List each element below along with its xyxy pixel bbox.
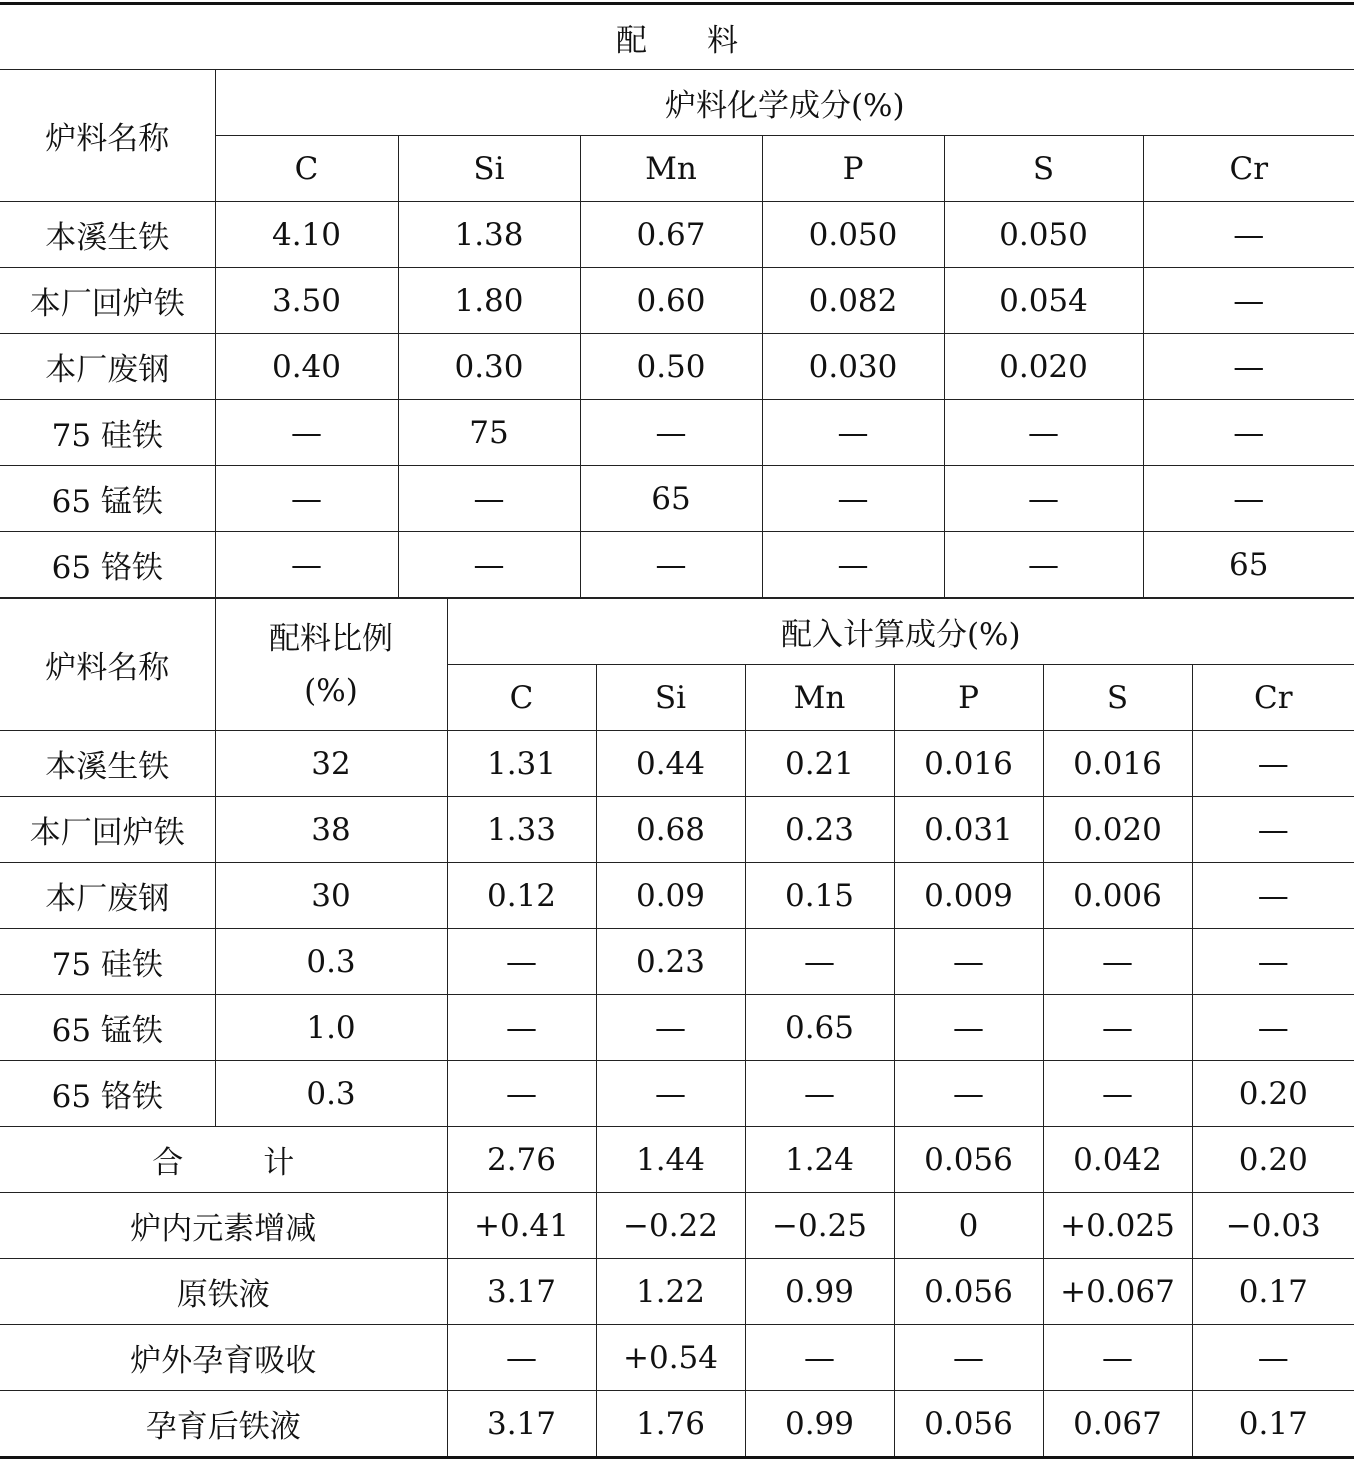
- value-cell-s: 0.054: [944, 268, 1143, 334]
- value-cell-s: +0.025: [1043, 1193, 1192, 1259]
- value-cell-cr: —: [1192, 731, 1354, 797]
- value-cell-cr: —: [1192, 797, 1354, 863]
- value-cell-cr: —: [1143, 268, 1354, 334]
- calc-composition-header: 配入计算成分(%): [447, 599, 1354, 665]
- summary-label-cell: 合计: [0, 1127, 447, 1193]
- charge-name-cell: 65 锰铁: [0, 995, 215, 1061]
- value-cell-mn: —: [580, 400, 762, 466]
- value-cell-cr: 0.20: [1192, 1127, 1354, 1193]
- value-cell-si: +0.54: [596, 1325, 745, 1391]
- value-cell-p: 0.050: [762, 202, 944, 268]
- ratio-header-line2: (%): [304, 672, 358, 709]
- value-cell-s: 0.042: [1043, 1127, 1192, 1193]
- value-cell-mn: 0.50: [580, 334, 762, 400]
- value-cell-si: 0.44: [596, 731, 745, 797]
- summary-label-cell: 孕育后铁液: [0, 1391, 447, 1458]
- table-row: [0, 995, 1354, 1061]
- ratio-cell: 32: [215, 731, 447, 797]
- value-cell-p: 0.009: [894, 863, 1043, 929]
- value-cell-s: —: [1043, 1061, 1192, 1127]
- element-header-cr: Cr: [1192, 665, 1354, 731]
- value-cell-p: —: [894, 929, 1043, 995]
- value-cell-c: 4.10: [215, 202, 398, 268]
- value-cell-cr: —: [1143, 334, 1354, 400]
- value-cell-c: 2.76: [447, 1127, 596, 1193]
- element-header-mn: Mn: [580, 136, 762, 202]
- value-cell-cr: —: [1192, 863, 1354, 929]
- element-header-s: S: [944, 136, 1143, 202]
- ratio-header: [215, 599, 447, 731]
- value-cell-mn: —: [745, 1325, 894, 1391]
- table-row: [0, 334, 1354, 400]
- value-cell-c: 0.12: [447, 863, 596, 929]
- element-header-mn: Mn: [745, 665, 894, 731]
- value-cell-si: 0.09: [596, 863, 745, 929]
- value-cell-si: 1.22: [596, 1259, 745, 1325]
- value-cell-c: —: [215, 400, 398, 466]
- charge-name-cell: 65 锰铁: [0, 466, 215, 532]
- charge-name-cell: 75 硅铁: [0, 400, 215, 466]
- value-cell-si: —: [398, 466, 580, 532]
- charge-composition-table: [0, 2, 1354, 598]
- ratio-header-line1: 配料比例: [269, 620, 393, 657]
- value-cell-cr: —: [1143, 400, 1354, 466]
- charge-name-cell: 本溪生铁: [0, 202, 215, 268]
- element-header-p: P: [894, 665, 1043, 731]
- value-cell-s: 0.006: [1043, 863, 1192, 929]
- value-cell-c: —: [215, 466, 398, 532]
- ratio-cell: 0.3: [215, 1061, 447, 1127]
- value-cell-p: —: [762, 466, 944, 532]
- value-cell-s: —: [944, 466, 1143, 532]
- charge-calculation-table: [0, 598, 1354, 1459]
- value-cell-cr: —: [1143, 202, 1354, 268]
- value-cell-c: —: [447, 995, 596, 1061]
- value-cell-c: 1.31: [447, 731, 596, 797]
- table-row: [0, 400, 1354, 466]
- value-cell-p: 0.082: [762, 268, 944, 334]
- value-cell-cr: 0.20: [1192, 1061, 1354, 1127]
- element-header-c: C: [447, 665, 596, 731]
- table1-body: [0, 202, 1354, 598]
- header-row: [0, 70, 1354, 136]
- value-cell-c: 3.17: [447, 1391, 596, 1458]
- element-header-c: C: [215, 136, 398, 202]
- charge-name-header: 炉料名称: [0, 599, 215, 731]
- value-cell-mn: —: [745, 1061, 894, 1127]
- value-cell-s: 0.016: [1043, 731, 1192, 797]
- value-cell-c: 1.33: [447, 797, 596, 863]
- table-row: [0, 1061, 1354, 1127]
- element-header-s: S: [1043, 665, 1192, 731]
- value-cell-p: —: [894, 1325, 1043, 1391]
- value-cell-c: +0.41: [447, 1193, 596, 1259]
- value-cell-p: 0.030: [762, 334, 944, 400]
- value-cell-cr: —: [1192, 1325, 1354, 1391]
- table-row: [0, 268, 1354, 334]
- value-cell-cr: —: [1192, 995, 1354, 1061]
- ratio-cell: 1.0: [215, 995, 447, 1061]
- charge-name-header: 炉料名称: [0, 70, 215, 202]
- value-cell-si: 0.23: [596, 929, 745, 995]
- value-cell-c: —: [447, 1061, 596, 1127]
- table-row: [0, 202, 1354, 268]
- value-cell-s: +0.067: [1043, 1259, 1192, 1325]
- ratio-cell: 0.3: [215, 929, 447, 995]
- charge-name-cell: 65 铬铁: [0, 532, 215, 598]
- summary-row: [0, 1259, 1354, 1325]
- charge-name-cell: 65 铬铁: [0, 1061, 215, 1127]
- value-cell-si: 1.38: [398, 202, 580, 268]
- table2-body: [0, 731, 1354, 1127]
- value-cell-s: 0.050: [944, 202, 1143, 268]
- element-header-si: Si: [398, 136, 580, 202]
- element-header-p: P: [762, 136, 944, 202]
- charge-name-cell: 75 硅铁: [0, 929, 215, 995]
- value-cell-mn: 0.65: [745, 995, 894, 1061]
- composition-header: 炉料化学成分(%): [215, 70, 1354, 136]
- summary-label-cell: 炉外孕育吸收: [0, 1325, 447, 1391]
- value-cell-p: —: [762, 400, 944, 466]
- value-cell-s: 0.067: [1043, 1391, 1192, 1458]
- header-row: [0, 599, 1354, 665]
- value-cell-s: —: [944, 400, 1143, 466]
- charge-name-cell: 本溪生铁: [0, 731, 215, 797]
- value-cell-c: —: [447, 1325, 596, 1391]
- table-title: 配料: [0, 4, 1354, 70]
- value-cell-mn: 0.67: [580, 202, 762, 268]
- ratio-cell: 38: [215, 797, 447, 863]
- value-cell-mn: −0.25: [745, 1193, 894, 1259]
- value-cell-mn: 0.99: [745, 1259, 894, 1325]
- value-cell-p: 0.056: [894, 1259, 1043, 1325]
- value-cell-si: 0.30: [398, 334, 580, 400]
- value-cell-mn: —: [745, 929, 894, 995]
- table-title-row: [0, 4, 1354, 70]
- table-row: [0, 532, 1354, 598]
- value-cell-si: 1.44: [596, 1127, 745, 1193]
- value-cell-s: —: [1043, 1325, 1192, 1391]
- value-cell-cr: —: [1192, 929, 1354, 995]
- value-cell-mn: —: [580, 532, 762, 598]
- table-row: [0, 863, 1354, 929]
- element-header-si: Si: [596, 665, 745, 731]
- value-cell-mn: 0.60: [580, 268, 762, 334]
- value-cell-si: 1.76: [596, 1391, 745, 1458]
- value-cell-cr: 65: [1143, 532, 1354, 598]
- charge-name-cell: 本厂回炉铁: [0, 268, 215, 334]
- element-header-cr: Cr: [1143, 136, 1354, 202]
- charge-name-cell: 本厂废钢: [0, 334, 215, 400]
- value-cell-p: 0.031: [894, 797, 1043, 863]
- value-cell-si: 1.80: [398, 268, 580, 334]
- value-cell-s: —: [944, 532, 1143, 598]
- value-cell-c: 0.40: [215, 334, 398, 400]
- table-row: [0, 929, 1354, 995]
- value-cell-si: —: [596, 1061, 745, 1127]
- ratio-cell: 30: [215, 863, 447, 929]
- value-cell-mn: 0.23: [745, 797, 894, 863]
- value-cell-c: 3.50: [215, 268, 398, 334]
- summary-label-cell: 炉内元素增减: [0, 1193, 447, 1259]
- value-cell-s: —: [1043, 995, 1192, 1061]
- value-cell-s: —: [1043, 929, 1192, 995]
- charge-name-cell: 本厂回炉铁: [0, 797, 215, 863]
- value-cell-p: 0: [894, 1193, 1043, 1259]
- value-cell-si: 75: [398, 400, 580, 466]
- charge-name-cell: 本厂废钢: [0, 863, 215, 929]
- value-cell-mn: 0.15: [745, 863, 894, 929]
- value-cell-p: 0.016: [894, 731, 1043, 797]
- table-row: [0, 731, 1354, 797]
- value-cell-p: 0.056: [894, 1391, 1043, 1458]
- value-cell-si: —: [398, 532, 580, 598]
- value-cell-p: 0.056: [894, 1127, 1043, 1193]
- summary-row: [0, 1325, 1354, 1391]
- value-cell-s: 0.020: [944, 334, 1143, 400]
- summary-row: [0, 1391, 1354, 1458]
- value-cell-p: —: [894, 995, 1043, 1061]
- table2-summary: [0, 1127, 1354, 1458]
- value-cell-mn: 65: [580, 466, 762, 532]
- value-cell-cr: −0.03: [1192, 1193, 1354, 1259]
- value-cell-c: —: [447, 929, 596, 995]
- summary-row: [0, 1127, 1354, 1193]
- value-cell-cr: —: [1143, 466, 1354, 532]
- table-row: [0, 797, 1354, 863]
- value-cell-c: —: [215, 532, 398, 598]
- value-cell-s: 0.020: [1043, 797, 1192, 863]
- value-cell-si: —: [596, 995, 745, 1061]
- value-cell-mn: 0.99: [745, 1391, 894, 1458]
- value-cell-mn: 1.24: [745, 1127, 894, 1193]
- table-row: [0, 466, 1354, 532]
- value-cell-si: 0.68: [596, 797, 745, 863]
- value-cell-mn: 0.21: [745, 731, 894, 797]
- value-cell-p: —: [762, 532, 944, 598]
- summary-row: [0, 1193, 1354, 1259]
- summary-label-cell: 原铁液: [0, 1259, 447, 1325]
- value-cell-c: 3.17: [447, 1259, 596, 1325]
- value-cell-cr: 0.17: [1192, 1259, 1354, 1325]
- value-cell-si: −0.22: [596, 1193, 745, 1259]
- value-cell-cr: 0.17: [1192, 1391, 1354, 1458]
- value-cell-p: —: [894, 1061, 1043, 1127]
